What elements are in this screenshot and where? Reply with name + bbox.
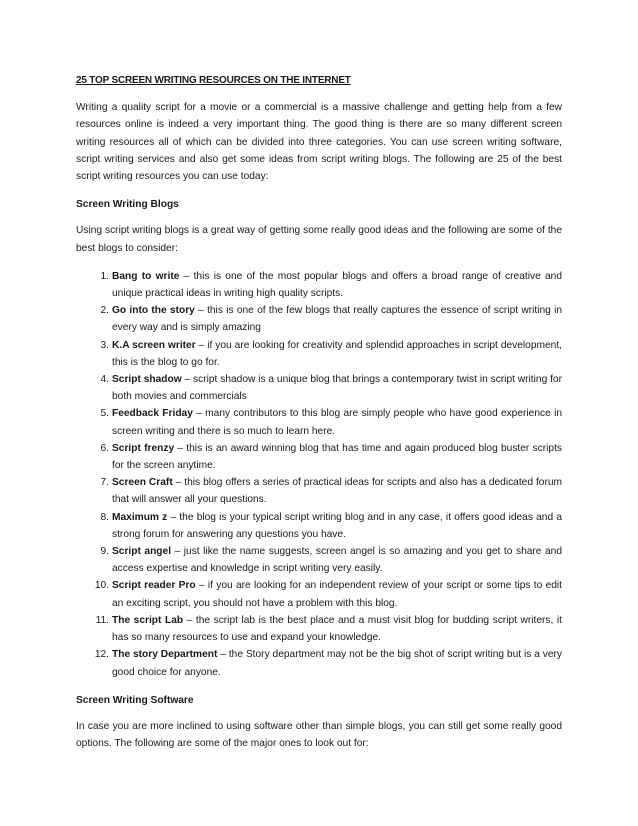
list-item-text: – this is an award winning blog that has time and again produced blog buster scripts for the screen anytime.	[112, 442, 562, 472]
list-item	[76, 509, 562, 543]
blogs-intro-paragraph: Using script writing blogs is a great way of getting some really good ideas and the following are some of the best blogs to consider:	[76, 225, 562, 254]
list-item-name: Script angel	[112, 546, 172, 558]
list-item-number: 3.	[100, 339, 109, 351]
list-item-name: Go into the story	[112, 305, 195, 317]
list-item-text: – many contributors to this blog are simply people who have good experience in screen writing and there is so much to learn here.	[112, 408, 563, 437]
list-item	[76, 268, 562, 302]
software-intro-paragraph: In case you are more inclined to using software other than simple blogs, you can still get some really good options. The following are some of the major ones to look out for:	[76, 720, 562, 750]
list-item-name: Bang to write	[112, 270, 180, 282]
intro-paragraph: Writing a quality script for a movie or a commercial is a massive challenge and getting help from a few resources online is indeed a very important thing. The good thing is there are so many different screen writing resources all of which can be divided into three categories. You can use screen writing software, script writing services and also get some ideas from script writing blogs. The following are 25 of the best script writing resources you can use today:	[76, 102, 562, 183]
list-item-number: 8.	[100, 511, 109, 523]
list-item-number: 1.	[100, 270, 109, 282]
list-item-name: Script frenzy	[112, 442, 175, 454]
list-item	[76, 612, 562, 646]
list-item-name: K.A screen writer	[112, 339, 196, 351]
list-item-name: Screen Craft	[112, 477, 173, 489]
list-item-name: Maximum z	[112, 511, 168, 523]
list-item	[76, 646, 562, 680]
section-heading-blogs: Screen Writing Blogs	[76, 199, 179, 211]
list-item-text: – the Story department may not be the big shot of script writing but is a very good choice for anyone.	[112, 649, 563, 678]
list-item-number: 2.	[100, 305, 109, 317]
section-heading-software: Screen Writing Software	[76, 694, 194, 706]
list-item	[76, 302, 562, 336]
list-item-number: 11.	[95, 614, 109, 626]
list-item-name: The script Lab	[112, 614, 184, 626]
list-item-text: – this is one of the few blogs that really captures the essence of script writing in every way and is simply amazing	[112, 305, 563, 334]
list-item-number: 9.	[100, 546, 109, 558]
list-item-name: Feedback Friday	[112, 408, 193, 420]
list-item-text: – the blog is your typical script writing blog and in any case, it offers good ideas and a strong forum for answering any questions you have.	[112, 511, 562, 540]
document-page	[76, 72, 562, 763]
list-item-text: – the script lab is the best place and a must visit blog for budding script writers, it has so many resources to use and expand your knowledge.	[112, 614, 562, 644]
list-item	[76, 543, 562, 577]
list-item-text: – this blog offers a series of practical ideas for scripts and also has a dedicated forum that will answer all your questions.	[112, 477, 562, 506]
list-item-number: 10.	[94, 580, 109, 592]
list-item-name: Script shadow	[112, 374, 182, 386]
list-item	[76, 440, 562, 474]
list-item-number: 5.	[100, 408, 109, 420]
list-item-text: – just like the name suggests, screen angel is so amazing and you get to share and access expertise and knowledge in script writing very easily.	[112, 546, 562, 575]
document-title: 25 TOP SCREEN WRITING RESOURCES ON THE INTERNET	[76, 75, 351, 86]
list-item-number: 7.	[100, 477, 109, 489]
list-item	[76, 371, 562, 405]
list-item-number: 12.	[94, 649, 109, 661]
list-item	[76, 474, 562, 508]
list-item	[76, 577, 562, 611]
list-item-name: Script reader Pro	[112, 580, 196, 592]
list-item	[76, 405, 562, 439]
list-item-name: The story Department	[112, 649, 218, 661]
list-item-number: 6.	[100, 442, 109, 454]
list-item-text: – this is one of the most popular blogs and offers a broad range of creative and unique practical ideas in writing high quality scripts.	[112, 270, 562, 300]
blogs-list	[76, 268, 562, 681]
list-item-text: – if you are looking for an independent review of your script or some tips to edit an exciting script, you should not have a problem with this blog.	[112, 580, 563, 609]
list-item-number: 4.	[100, 374, 109, 386]
list-item-text: – if you are looking for creativity and splendid approaches in script development, this is the blog to go for.	[112, 339, 562, 368]
list-item-text: – script shadow is a unique blog that brings a contemporary twist in script writing for both movies and commercials	[112, 374, 562, 403]
list-item	[76, 337, 562, 371]
